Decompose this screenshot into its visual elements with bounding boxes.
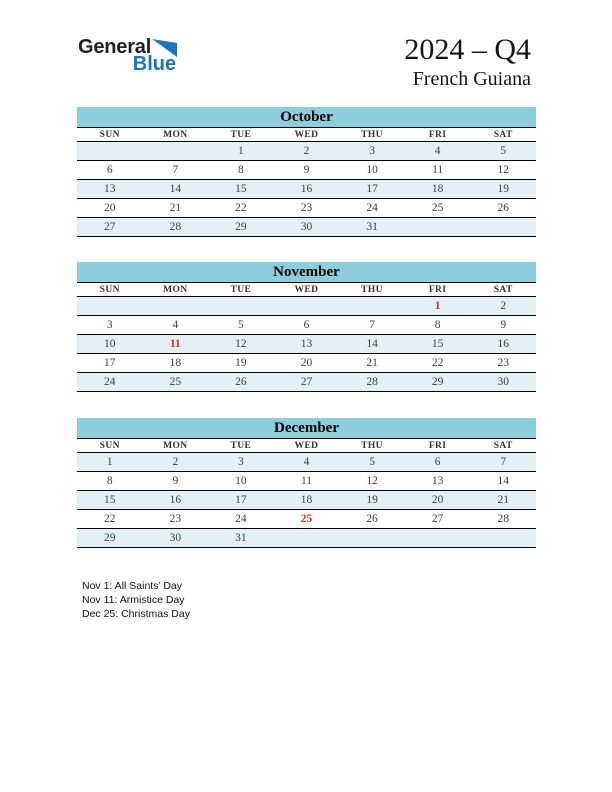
day-cell: 6 (303, 319, 310, 331)
day-cell: 5 (500, 145, 507, 157)
week-row (77, 297, 536, 316)
day-cell (470, 529, 536, 547)
day-of-week-label: THU (361, 285, 383, 295)
day-cell: 12 (235, 338, 247, 350)
day-cell: 9 (303, 164, 310, 176)
day-of-week-label: FRI (428, 130, 447, 140)
day-cell: 24 (235, 513, 247, 525)
page-title: 2024 – Q4 (404, 33, 531, 66)
day-cell: 24 (104, 376, 116, 388)
day-cell: 22 (431, 357, 444, 369)
day-cell: 18 (300, 494, 313, 506)
day-cell: 19 (497, 183, 509, 195)
day-cell: 1 (106, 456, 113, 468)
day-cell: 9 (500, 319, 507, 331)
day-cell: 26 (497, 202, 509, 214)
day-cell: 29 (235, 221, 247, 233)
day-cell: 20 (431, 494, 444, 506)
holiday-date: 1 (434, 300, 441, 312)
week-row (77, 335, 536, 354)
week-row (77, 491, 536, 510)
general-blue-logo (78, 37, 177, 73)
day-cell: 14 (169, 183, 182, 195)
day-cell: 15 (431, 338, 444, 350)
day-cell: 10 (104, 338, 116, 350)
day-cell (77, 142, 143, 160)
day-cell: 10 (235, 475, 247, 487)
day-cell: 21 (366, 357, 378, 369)
day-cell: 14 (366, 338, 378, 350)
day-cell: 23 (169, 513, 182, 525)
day-cell: 7 (369, 319, 375, 331)
day-cell: 20 (300, 357, 313, 369)
day-cell: 11 (300, 475, 313, 487)
day-cell: 12 (366, 475, 378, 487)
week-row (77, 472, 536, 491)
day-cell: 25 (169, 376, 182, 388)
day-cell: 30 (497, 376, 509, 388)
day-cell (274, 529, 340, 547)
day-of-week-label: MON (163, 130, 188, 140)
day-cell: 27 (300, 376, 313, 388)
day-cell: 5 (369, 456, 375, 468)
week-row (77, 142, 536, 161)
day-of-week-row (77, 283, 536, 297)
day-cell: 9 (172, 475, 179, 487)
day-cell: 4 (303, 456, 310, 468)
day-cell: 10 (366, 164, 378, 176)
day-cell (339, 297, 405, 315)
day-cell: 22 (235, 202, 247, 214)
day-cell (143, 142, 209, 160)
day-cell: 25 (431, 202, 444, 214)
month-october (77, 107, 536, 237)
holiday-date: 11 (169, 338, 181, 350)
day-of-week-label: SAT (493, 285, 513, 295)
day-cell: 17 (104, 357, 116, 369)
day-cell: 20 (104, 202, 116, 214)
month-title: October (77, 107, 536, 128)
week-row (77, 510, 536, 529)
week-row (77, 316, 536, 335)
logo-word-general: General (78, 36, 152, 58)
day-cell: 13 (300, 338, 313, 350)
day-cell (339, 529, 405, 547)
day-of-week-label: MON (163, 441, 188, 451)
day-cell: 27 (431, 513, 444, 525)
day-of-week-label: TUE (230, 285, 252, 295)
day-cell: 3 (106, 319, 113, 331)
day-cell: 12 (497, 164, 509, 176)
day-cell: 22 (104, 513, 116, 525)
page-subtitle: French Guiana (412, 68, 531, 90)
day-cell: 19 (235, 357, 247, 369)
day-cell (405, 218, 471, 236)
day-cell: 27 (104, 221, 116, 233)
day-of-week-label: SAT (493, 441, 513, 451)
day-cell (470, 218, 536, 236)
day-cell: 8 (434, 319, 441, 331)
day-of-week-label: FRI (428, 441, 447, 451)
day-cell (405, 529, 471, 547)
day-cell (274, 297, 340, 315)
day-of-week-label: WED (294, 130, 319, 140)
day-cell: 7 (172, 164, 179, 176)
day-cell: 30 (300, 221, 313, 233)
day-of-week-row (77, 128, 536, 142)
day-of-week-label: THU (361, 441, 383, 451)
month-december (77, 418, 536, 548)
day-cell: 3 (369, 145, 375, 157)
week-row (77, 218, 536, 237)
holiday-note: Nov 11: Armistice Day (82, 594, 185, 606)
day-cell: 21 (169, 202, 182, 214)
holiday-note: Dec 25: Christmas Day (82, 608, 190, 620)
day-of-week-label: SUN (99, 441, 120, 451)
holiday-note: Nov 1: All Saints’ Day (82, 580, 182, 592)
day-cell: 26 (366, 513, 378, 525)
week-row (77, 529, 536, 548)
day-cell: 28 (366, 376, 378, 388)
day-cell: 28 (497, 513, 509, 525)
week-row (77, 180, 536, 199)
day-cell: 29 (104, 532, 116, 544)
logo-word-blue: Blue (132, 53, 177, 75)
day-cell: 16 (300, 183, 313, 195)
day-cell: 18 (169, 357, 182, 369)
day-of-week-label: SUN (99, 285, 120, 295)
week-row (77, 354, 536, 373)
week-row (77, 199, 536, 218)
day-cell: 28 (169, 221, 182, 233)
day-cell: 31 (235, 532, 247, 544)
day-cell: 17 (235, 494, 247, 506)
day-cell: 17 (366, 183, 378, 195)
day-of-week-label: FRI (428, 285, 447, 295)
day-of-week-label: TUE (230, 441, 252, 451)
day-cell: 4 (434, 145, 441, 157)
day-of-week-label: WED (294, 441, 319, 451)
day-cell: 29 (431, 376, 444, 388)
day-cell: 26 (235, 376, 247, 388)
day-cell: 13 (104, 183, 116, 195)
month-title: November (77, 262, 536, 283)
day-cell: 4 (172, 319, 179, 331)
day-cell (77, 297, 143, 315)
day-cell: 13 (431, 475, 444, 487)
day-cell: 23 (497, 357, 509, 369)
day-cell: 2 (500, 300, 507, 312)
day-cell: 1 (238, 145, 244, 157)
week-row (77, 161, 536, 180)
day-cell: 14 (497, 475, 509, 487)
day-cell: 31 (366, 221, 378, 233)
month-title: December (77, 418, 536, 439)
day-cell: 15 (104, 494, 116, 506)
month-november (77, 262, 536, 392)
day-cell: 6 (434, 456, 441, 468)
day-cell (143, 297, 209, 315)
day-of-week-label: MON (163, 285, 188, 295)
day-cell: 7 (500, 456, 507, 468)
day-of-week-label: SAT (493, 130, 513, 140)
day-cell: 16 (169, 494, 182, 506)
day-cell: 6 (106, 164, 113, 176)
day-cell: 19 (366, 494, 378, 506)
day-of-week-label: WED (294, 285, 319, 295)
day-cell: 23 (300, 202, 313, 214)
day-cell: 8 (106, 475, 113, 487)
day-of-week-row (77, 439, 536, 453)
day-of-week-label: SUN (99, 130, 120, 140)
day-cell: 3 (238, 456, 244, 468)
day-cell: 15 (235, 183, 247, 195)
day-cell: 18 (431, 183, 444, 195)
week-row (77, 453, 536, 472)
day-cell: 8 (238, 164, 244, 176)
day-cell (208, 297, 274, 315)
day-cell: 24 (366, 202, 378, 214)
week-row (77, 373, 536, 392)
day-cell: 5 (238, 319, 244, 331)
day-cell: 21 (497, 494, 509, 506)
day-cell: 2 (172, 456, 179, 468)
day-cell: 2 (303, 145, 310, 157)
title-block (404, 33, 531, 92)
holiday-date: 25 (300, 513, 313, 525)
day-cell: 11 (432, 164, 444, 176)
day-cell: 16 (497, 338, 509, 350)
day-of-week-label: THU (361, 130, 383, 140)
day-cell: 30 (169, 532, 182, 544)
day-of-week-label: TUE (230, 130, 252, 140)
holiday-notes (82, 579, 190, 621)
